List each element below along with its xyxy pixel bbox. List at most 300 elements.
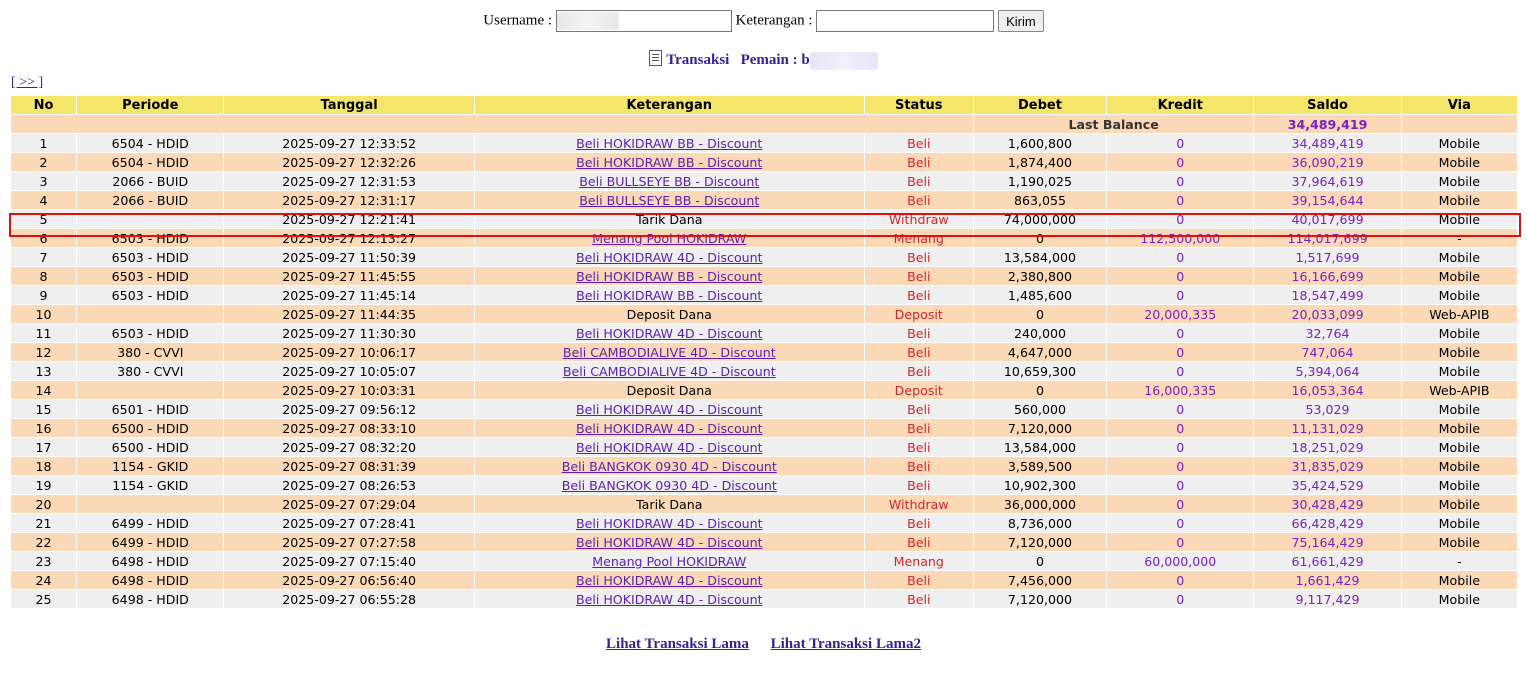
cell-no: 3 xyxy=(11,172,76,190)
cell-keterangan xyxy=(475,210,864,228)
cell-debet: 1,485,600 xyxy=(974,286,1106,304)
cell-kredit: 0 xyxy=(1107,134,1253,152)
keterangan-link[interactable]: Beli HOKIDRAW 4D - Discount xyxy=(575,325,763,341)
cell-status: Beli xyxy=(865,457,973,475)
cell-saldo: 53,029 xyxy=(1254,400,1400,418)
cell-periode: 2066 - BUID xyxy=(77,172,223,190)
cell-tanggal: 2025-09-27 07:28:41 xyxy=(224,514,473,532)
cell-status: Beli xyxy=(865,324,973,342)
cell-via: Mobile xyxy=(1402,438,1517,456)
cell-via: Mobile xyxy=(1402,514,1517,532)
cell-via: Mobile xyxy=(1402,324,1517,342)
lihat-transaksi-lama-link[interactable]: Lihat Transaksi Lama xyxy=(606,636,749,652)
cell-periode xyxy=(77,305,223,323)
table-row xyxy=(11,324,1517,342)
cell-periode: 6503 - HDID xyxy=(77,229,223,247)
cell-no: 14 xyxy=(11,381,76,399)
cell-no: 22 xyxy=(11,533,76,551)
cell-status: Beli xyxy=(865,590,973,608)
cell-no: 1 xyxy=(11,134,76,152)
keterangan-link[interactable]: Beli BULLSEYE BB - Discount xyxy=(579,173,760,189)
cell-keterangan xyxy=(475,419,864,437)
table-row xyxy=(11,153,1517,171)
table-header-row xyxy=(11,96,1517,114)
cell-periode xyxy=(77,495,223,513)
cell-periode: 2066 - BUID xyxy=(77,191,223,209)
cell-keterangan xyxy=(475,533,864,551)
cell-kredit: 20,000,335 xyxy=(1107,305,1253,323)
cell-periode: 6504 - HDID xyxy=(77,134,223,152)
cell-status: Beli xyxy=(865,476,973,494)
cell-keterangan xyxy=(475,153,864,171)
table-row xyxy=(11,552,1517,570)
cell-no: 19 xyxy=(11,476,76,494)
cell-no: 6 xyxy=(11,229,76,247)
cell-kredit: 0 xyxy=(1107,248,1253,266)
cell-saldo: 66,428,429 xyxy=(1254,514,1400,532)
cell-periode: 6501 - HDID xyxy=(77,400,223,418)
cell-status: Beli xyxy=(865,419,973,437)
cell-via: Mobile xyxy=(1402,400,1517,418)
cell-keterangan xyxy=(475,552,864,570)
cell-keterangan xyxy=(475,400,864,418)
cell-keterangan xyxy=(475,305,864,323)
transaksi-title: Transaksi xyxy=(666,52,730,68)
cell-via: Mobile xyxy=(1402,476,1517,494)
cell-debet: 0 xyxy=(974,552,1106,570)
keterangan-link[interactable]: Beli CAMBODIALIVE 4D - Discount xyxy=(562,344,776,360)
table-row xyxy=(11,514,1517,532)
keterangan-link[interactable]: Beli HOKIDRAW BB - Discount xyxy=(576,268,763,284)
keterangan-text: Tarik Dana xyxy=(636,211,703,227)
cell-saldo: 5,394,064 xyxy=(1254,362,1400,380)
cell-kredit: 112,500,000 xyxy=(1107,229,1253,247)
cell-debet: 1,874,400 xyxy=(974,153,1106,171)
keterangan-link[interactable]: Beli HOKIDRAW 4D - Discount xyxy=(575,420,763,436)
cell-debet: 7,456,000 xyxy=(974,571,1106,589)
redacted-username xyxy=(557,12,619,30)
footer-links xyxy=(0,636,1527,653)
cell-via: Mobile xyxy=(1402,172,1517,190)
cell-via: Web-APIB xyxy=(1402,381,1517,399)
cell-periode: 6499 - HDID xyxy=(77,514,223,532)
cell-tanggal: 2025-09-27 07:27:58 xyxy=(224,533,473,551)
cell-tanggal: 2025-09-27 08:33:10 xyxy=(224,419,473,437)
last-balance-row xyxy=(11,115,1517,133)
table-row xyxy=(11,305,1517,323)
cell-debet: 1,190,025 xyxy=(974,172,1106,190)
username-label: Username : xyxy=(483,12,553,29)
cell-periode: 380 - CVVI xyxy=(77,362,223,380)
cell-saldo: 11,131,029 xyxy=(1254,419,1400,437)
cell-keterangan xyxy=(475,381,864,399)
cell-kredit: 0 xyxy=(1107,514,1253,532)
cell-debet: 560,000 xyxy=(974,400,1106,418)
cell-debet: 13,584,000 xyxy=(974,438,1106,456)
cell-periode: 6503 - HDID xyxy=(77,324,223,342)
col-header-periode: Periode xyxy=(77,96,223,114)
cell-via: Mobile xyxy=(1402,286,1517,304)
table-row xyxy=(11,571,1517,589)
cell-keterangan xyxy=(475,495,864,513)
keterangan-link[interactable]: Beli BANGKOK 0930 4D - Discount xyxy=(561,477,777,493)
cell-via: Mobile xyxy=(1402,191,1517,209)
table-row xyxy=(11,495,1517,513)
cell-saldo: 61,661,429 xyxy=(1254,552,1400,570)
cell-tanggal: 2025-09-27 10:03:31 xyxy=(224,381,473,399)
cell-saldo: 747,064 xyxy=(1254,343,1400,361)
cell-keterangan xyxy=(475,514,864,532)
cell-kredit: 0 xyxy=(1107,267,1253,285)
cell-via: Mobile xyxy=(1402,153,1517,171)
table-row xyxy=(11,362,1517,380)
cell-keterangan xyxy=(475,267,864,285)
cell-status: Beli xyxy=(865,571,973,589)
cell-tanggal: 2025-09-27 11:45:55 xyxy=(224,267,473,285)
col-header-keterangan: Keterangan xyxy=(475,96,864,114)
cell-status: Beli xyxy=(865,134,973,152)
cell-saldo: 114,017,699 xyxy=(1254,229,1400,247)
cell-via: Mobile xyxy=(1402,343,1517,361)
cell-tanggal: 2025-09-27 10:06:17 xyxy=(224,343,473,361)
cell-status: Deposit xyxy=(865,305,973,323)
document-icon xyxy=(649,50,662,66)
cell-via: Mobile xyxy=(1402,590,1517,608)
cell-tanggal: 2025-09-27 12:33:52 xyxy=(224,134,473,152)
search-form xyxy=(0,10,1527,32)
cell-status: Beli xyxy=(865,343,973,361)
cell-keterangan xyxy=(475,191,864,209)
cell-debet: 7,120,000 xyxy=(974,590,1106,608)
cell-no: 21 xyxy=(11,514,76,532)
cell-keterangan xyxy=(475,457,864,475)
cell-debet: 8,736,000 xyxy=(974,514,1106,532)
cell-debet: 240,000 xyxy=(974,324,1106,342)
cell-saldo: 16,166,699 xyxy=(1254,267,1400,285)
cell-debet: 10,659,300 xyxy=(974,362,1106,380)
cell-no: 5 xyxy=(11,210,76,228)
cell-saldo: 37,964,619 xyxy=(1254,172,1400,190)
cell-status: Beli xyxy=(865,533,973,551)
keterangan-link[interactable]: Beli BANGKOK 0930 4D - Discount xyxy=(561,458,777,474)
table-row xyxy=(11,400,1517,418)
cell-kredit: 0 xyxy=(1107,590,1253,608)
cell-via: Web-APIB xyxy=(1402,305,1517,323)
last-balance-value: 34,489,419 xyxy=(1254,115,1400,133)
cell-keterangan xyxy=(475,571,864,589)
cell-periode: 6503 - HDID xyxy=(77,286,223,304)
col-header-tanggal: Tanggal xyxy=(224,96,473,114)
cell-tanggal: 2025-09-27 12:13:27 xyxy=(224,229,473,247)
table-row xyxy=(11,134,1517,152)
cell-no: 8 xyxy=(11,267,76,285)
cell-keterangan xyxy=(475,286,864,304)
keterangan-link[interactable]: Menang Pool HOKIDRAW xyxy=(592,230,747,246)
cell-kredit: 0 xyxy=(1107,324,1253,342)
cell-kredit: 0 xyxy=(1107,286,1253,304)
cell-via: Mobile xyxy=(1402,134,1517,152)
cell-kredit: 0 xyxy=(1107,476,1253,494)
cell-keterangan xyxy=(475,229,864,247)
cell-tanggal: 2025-09-27 12:31:53 xyxy=(224,172,473,190)
table-row xyxy=(11,533,1517,551)
cell-tanggal: 2025-09-27 11:45:14 xyxy=(224,286,473,304)
col-header-saldo: Saldo xyxy=(1254,96,1400,114)
cell-no: 13 xyxy=(11,362,76,380)
cell-tanggal: 2025-09-27 11:50:39 xyxy=(224,248,473,266)
cell-keterangan xyxy=(475,590,864,608)
cell-debet: 1,600,800 xyxy=(974,134,1106,152)
cell-status: Beli xyxy=(865,248,973,266)
cell-status: Beli xyxy=(865,438,973,456)
cell-keterangan xyxy=(475,362,864,380)
cell-debet: 0 xyxy=(974,305,1106,323)
cell-keterangan xyxy=(475,324,864,342)
cell-debet: 7,120,000 xyxy=(974,533,1106,551)
cell-periode: 6503 - HDID xyxy=(77,267,223,285)
cell-status: Beli xyxy=(865,172,973,190)
cell-no: 16 xyxy=(11,419,76,437)
cell-no: 12 xyxy=(11,343,76,361)
table-row xyxy=(11,476,1517,494)
cell-keterangan xyxy=(475,248,864,266)
cell-no: 18 xyxy=(11,457,76,475)
cell-status: Menang xyxy=(865,552,973,570)
cell-via: - xyxy=(1402,552,1517,570)
cell-status: Beli xyxy=(865,362,973,380)
cell-debet: 10,902,300 xyxy=(974,476,1106,494)
cell-no: 7 xyxy=(11,248,76,266)
cell-debet: 863,055 xyxy=(974,191,1106,209)
cell-tanggal: 2025-09-27 12:31:17 xyxy=(224,191,473,209)
keterangan-label: Keterangan : xyxy=(735,12,813,29)
cell-via: Mobile xyxy=(1402,495,1517,513)
cell-debet: 4,647,000 xyxy=(974,343,1106,361)
cell-status: Beli xyxy=(865,191,973,209)
cell-via: Mobile xyxy=(1402,419,1517,437)
cell-periode xyxy=(77,381,223,399)
cell-debet: 36,000,000 xyxy=(974,495,1106,513)
cell-status: Beli xyxy=(865,153,973,171)
keterangan-link[interactable]: Beli HOKIDRAW 4D - Discount xyxy=(575,515,763,531)
keterangan-text: Deposit Dana xyxy=(626,306,712,322)
cell-kredit: 0 xyxy=(1107,172,1253,190)
cell-saldo: 40,017,699 xyxy=(1254,210,1400,228)
cell-saldo: 31,835,029 xyxy=(1254,457,1400,475)
redacted-pemain xyxy=(810,52,878,70)
table-row xyxy=(11,286,1517,304)
cell-kredit: 0 xyxy=(1107,419,1253,437)
cell-no: 4 xyxy=(11,191,76,209)
cell-status: Beli xyxy=(865,267,973,285)
cell-periode: 1154 - GKID xyxy=(77,457,223,475)
cell-periode: 6498 - HDID xyxy=(77,571,223,589)
cell-debet: 74,000,000 xyxy=(974,210,1106,228)
cell-saldo: 32,764 xyxy=(1254,324,1400,342)
cell-saldo: 1,661,429 xyxy=(1254,571,1400,589)
cell-no: 17 xyxy=(11,438,76,456)
cell-saldo: 30,428,429 xyxy=(1254,495,1400,513)
keterangan-link[interactable]: Beli HOKIDRAW BB - Discount xyxy=(576,154,763,170)
cell-via: Mobile xyxy=(1402,248,1517,266)
cell-tanggal: 2025-09-27 08:31:39 xyxy=(224,457,473,475)
cell-kredit: 0 xyxy=(1107,457,1253,475)
cell-via: Mobile xyxy=(1402,457,1517,475)
keterangan-link[interactable]: Beli HOKIDRAW BB - Discount xyxy=(576,287,763,303)
keterangan-text: Tarik Dana xyxy=(636,496,703,512)
cell-via: Mobile xyxy=(1402,210,1517,228)
cell-kredit: 0 xyxy=(1107,571,1253,589)
table-row xyxy=(11,248,1517,266)
keterangan-text: Deposit Dana xyxy=(626,382,712,398)
table-row xyxy=(11,438,1517,456)
cell-debet: 13,584,000 xyxy=(974,248,1106,266)
col-header-status: Status xyxy=(865,96,973,114)
col-header-debet: Debet xyxy=(974,96,1106,114)
cell-tanggal: 2025-09-27 11:30:30 xyxy=(224,324,473,342)
cell-status: Beli xyxy=(865,514,973,532)
cell-via: Mobile xyxy=(1402,267,1517,285)
keterangan-link[interactable]: Beli CAMBODIALIVE 4D - Discount xyxy=(562,363,776,379)
keterangan-link[interactable]: Beli HOKIDRAW 4D - Discount xyxy=(575,534,763,550)
keterangan-link[interactable]: Beli BULLSEYE BB - Discount xyxy=(579,192,760,208)
table-row xyxy=(11,419,1517,437)
cell-tanggal: 2025-09-27 08:26:53 xyxy=(224,476,473,494)
keterangan-link[interactable]: Beli HOKIDRAW 4D - Discount xyxy=(575,249,763,265)
pemain-label: Pemain : b xyxy=(740,52,810,68)
cell-saldo: 75,164,429 xyxy=(1254,533,1400,551)
cell-via: Mobile xyxy=(1402,571,1517,589)
cell-status: Withdraw xyxy=(865,495,973,513)
cell-periode: 6499 - HDID xyxy=(77,533,223,551)
cell-tanggal: 2025-09-27 06:56:40 xyxy=(224,571,473,589)
cell-kredit: 0 xyxy=(1107,210,1253,228)
cell-periode: 6504 - HDID xyxy=(77,153,223,171)
cell-tanggal: 2025-09-27 08:32:20 xyxy=(224,438,473,456)
cell-kredit: 0 xyxy=(1107,153,1253,171)
cell-no: 9 xyxy=(11,286,76,304)
cell-saldo: 16,053,364 xyxy=(1254,381,1400,399)
cell-saldo: 35,424,529 xyxy=(1254,476,1400,494)
cell-keterangan xyxy=(475,438,864,456)
cell-debet: 0 xyxy=(974,229,1106,247)
cell-tanggal: 2025-09-27 10:05:07 xyxy=(224,362,473,380)
cell-saldo: 18,547,499 xyxy=(1254,286,1400,304)
cell-kredit: 60,000,000 xyxy=(1107,552,1253,570)
cell-tanggal: 2025-09-27 12:21:41 xyxy=(224,210,473,228)
cell-via: Mobile xyxy=(1402,533,1517,551)
cell-saldo: 9,117,429 xyxy=(1254,590,1400,608)
lihat-transaksi-lama2-link[interactable]: Lihat Transaksi Lama2 xyxy=(770,636,921,652)
page-title xyxy=(0,50,1527,70)
keterangan-link[interactable]: Beli HOKIDRAW 4D - Discount xyxy=(575,439,763,455)
cell-no: 10 xyxy=(11,305,76,323)
cell-tanggal: 2025-09-27 09:56:12 xyxy=(224,400,473,418)
kirim-button[interactable]: Kirim xyxy=(998,10,1044,32)
cell-periode: 380 - CVVI xyxy=(77,343,223,361)
cell-keterangan xyxy=(475,476,864,494)
col-header-no: No xyxy=(11,96,76,114)
cell-tanggal: 2025-09-27 07:15:40 xyxy=(224,552,473,570)
cell-periode: 6500 - HDID xyxy=(77,419,223,437)
next-page-link[interactable]: [ >> ] xyxy=(11,75,44,90)
cell-saldo: 34,489,419 xyxy=(1254,134,1400,152)
cell-kredit: 0 xyxy=(1107,438,1253,456)
keterangan-link[interactable]: Beli HOKIDRAW 4D - Discount xyxy=(575,591,763,607)
cell-status: Menang xyxy=(865,229,973,247)
cell-no: 24 xyxy=(11,571,76,589)
cell-no: 15 xyxy=(11,400,76,418)
keterangan-link[interactable]: Beli HOKIDRAW 4D - Discount xyxy=(575,572,763,588)
keterangan-link[interactable]: Beli HOKIDRAW BB - Discount xyxy=(576,135,763,151)
cell-keterangan xyxy=(475,172,864,190)
last-balance-label: Last Balance xyxy=(974,115,1254,133)
cell-saldo: 39,154,644 xyxy=(1254,191,1400,209)
table-row xyxy=(11,343,1517,361)
cell-debet: 0 xyxy=(974,381,1106,399)
cell-periode: 6500 - HDID xyxy=(77,438,223,456)
cell-kredit: 16,000,335 xyxy=(1107,381,1253,399)
cell-tanggal: 2025-09-27 06:55:28 xyxy=(224,590,473,608)
cell-periode: 6498 - HDID xyxy=(77,552,223,570)
keterangan-link[interactable]: Beli HOKIDRAW 4D - Discount xyxy=(575,401,763,417)
cell-tanggal: 2025-09-27 12:32:26 xyxy=(224,153,473,171)
keterangan-link[interactable]: Menang Pool HOKIDRAW xyxy=(592,553,747,569)
transaction-table xyxy=(10,95,1518,609)
cell-kredit: 0 xyxy=(1107,362,1253,380)
cell-periode: 6498 - HDID xyxy=(77,590,223,608)
cell-status: Withdraw xyxy=(865,210,973,228)
cell-debet: 3,589,500 xyxy=(974,457,1106,475)
cell-kredit: 0 xyxy=(1107,533,1253,551)
cell-no: 20 xyxy=(11,495,76,513)
table-row xyxy=(11,381,1517,399)
cell-status: Beli xyxy=(865,400,973,418)
cell-periode xyxy=(77,210,223,228)
cell-no: 11 xyxy=(11,324,76,342)
cell-via: - xyxy=(1402,229,1517,247)
cell-no: 25 xyxy=(11,590,76,608)
cell-tanggal: 2025-09-27 07:29:04 xyxy=(224,495,473,513)
col-header-kredit: Kredit xyxy=(1107,96,1253,114)
cell-saldo: 20,033,099 xyxy=(1254,305,1400,323)
table-row xyxy=(11,210,1517,228)
table-row xyxy=(11,191,1517,209)
cell-periode: 6503 - HDID xyxy=(77,248,223,266)
keterangan-input[interactable] xyxy=(816,10,994,32)
col-header-via: Via xyxy=(1402,96,1517,114)
cell-kredit: 0 xyxy=(1107,191,1253,209)
cell-keterangan xyxy=(475,134,864,152)
cell-saldo: 36,090,219 xyxy=(1254,153,1400,171)
cell-no: 2 xyxy=(11,153,76,171)
table-row xyxy=(11,590,1517,608)
cell-kredit: 0 xyxy=(1107,400,1253,418)
cell-kredit: 0 xyxy=(1107,343,1253,361)
cell-tanggal: 2025-09-27 11:44:35 xyxy=(224,305,473,323)
table-row xyxy=(11,267,1517,285)
cell-debet: 7,120,000 xyxy=(974,419,1106,437)
cell-kredit: 0 xyxy=(1107,495,1253,513)
cell-periode: 1154 - GKID xyxy=(77,476,223,494)
cell-keterangan xyxy=(475,343,864,361)
cell-status: Deposit xyxy=(865,381,973,399)
cell-saldo: 18,251,029 xyxy=(1254,438,1400,456)
cell-saldo: 1,517,699 xyxy=(1254,248,1400,266)
cell-via: Mobile xyxy=(1402,362,1517,380)
table-row xyxy=(11,172,1517,190)
cell-debet: 2,380,800 xyxy=(974,267,1106,285)
